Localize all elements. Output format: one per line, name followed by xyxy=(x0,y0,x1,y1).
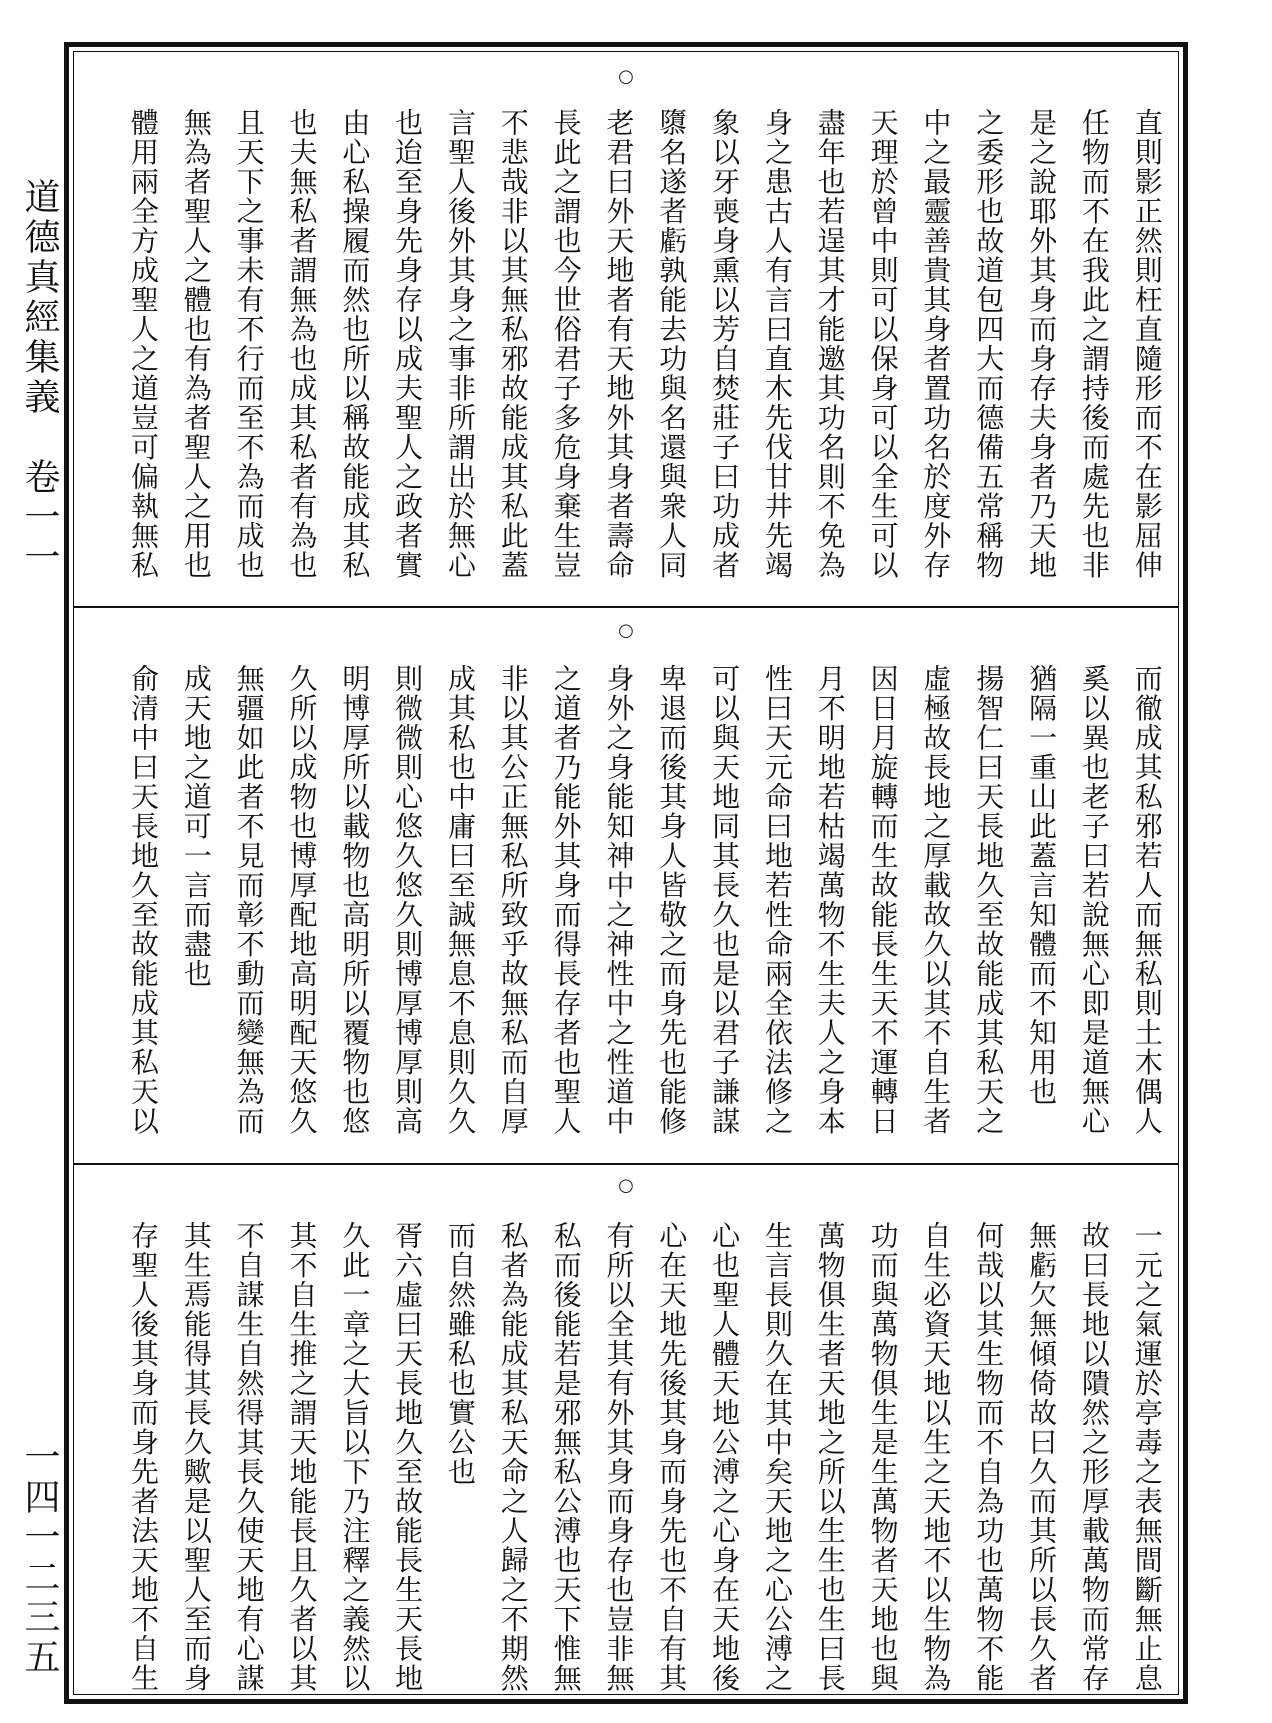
text-column: 明博厚所以載物也高明所以覆物也悠 xyxy=(338,664,372,1136)
text-columns xyxy=(122,1221,1168,1696)
section-marker: ○ xyxy=(618,66,634,87)
text-column: 久此一章之大旨以下乃注釋之義然以 xyxy=(338,1221,372,1693)
text-column: 心在天地先後其身而身先也不自有其 xyxy=(655,1221,689,1693)
section-marker: ○ xyxy=(618,620,634,641)
text-column: 有所以全其有外其身而身存也豈非無 xyxy=(602,1221,636,1693)
text-column: 之委形也故道包四大而德備五常稱物 xyxy=(972,108,1006,580)
text-column: 象以牙喪身熏以芳自焚莊子曰功成者 xyxy=(708,108,742,580)
text-columns xyxy=(122,664,1168,1153)
text-column: 成天地之道可一言而盡也 xyxy=(179,664,213,989)
text-column: 故曰長地以隤然之形厚載萬物而常存 xyxy=(1077,1221,1111,1693)
text-column: 而徹成其私邪若人而無私則土木偶人 xyxy=(1130,664,1164,1136)
page-frame-inner xyxy=(73,51,1179,1695)
text-column: 私者為能成其私天命之人歸之不期然 xyxy=(496,1221,530,1693)
text-column: 不自謀生自然得其長久使天地有心謀 xyxy=(232,1221,266,1693)
text-column: 性曰天元命曰地若性命兩全依法修之 xyxy=(760,664,794,1136)
text-column: 而自然雖私也實公也 xyxy=(443,1221,477,1487)
text-column: 老君曰外天地者有天地外其身者壽命 xyxy=(602,108,636,580)
text-column: 其生焉能得其長久歟是以聖人至而身 xyxy=(179,1221,213,1693)
register-bottom xyxy=(74,1163,1178,1708)
text-column: 可以與天地同其長久也是以君子謙謀 xyxy=(708,664,742,1136)
page-frame xyxy=(64,42,1188,1704)
text-column: 體用兩全方成聖人之道豈可偏執無私 xyxy=(127,108,160,580)
text-column: 是之說耶外其身而身存夫身者乃天地 xyxy=(1025,108,1059,580)
text-column: 身外之身能知神中之神性中之性道中 xyxy=(602,664,636,1136)
section-marker: ○ xyxy=(618,1175,634,1196)
text-column: 隳名遂者虧孰能去功與名還與衆人同 xyxy=(655,108,689,580)
text-column: 何哉以其生物而不自為功也萬物不能 xyxy=(972,1221,1006,1693)
text-column: 猶隔一重山此蓋言知體而不知用也 xyxy=(1025,664,1059,1107)
text-columns xyxy=(122,108,1168,594)
text-column: 自生必資天地以生之天地不以生物為 xyxy=(919,1221,953,1693)
text-column: 因日月旋轉而生故能長生天不運轉日 xyxy=(866,664,900,1136)
text-column: 不悲哉非以其無私邪故能成其私此蓋 xyxy=(496,108,530,580)
text-column: 虛極故長地之厚載故久以其不自生者 xyxy=(919,664,953,1136)
text-column: 無為者聖人之體也有為者聖人之用也 xyxy=(179,108,213,580)
register-top xyxy=(74,52,1178,606)
text-column: 無虧欠無傾倚故曰久而其所以長久者 xyxy=(1025,1221,1059,1693)
text-column: 奚以異也老子曰若說無心即是道無心 xyxy=(1077,664,1111,1136)
text-column: 則微微則心悠久悠久則博厚博厚則高 xyxy=(391,664,425,1136)
text-column: 也夫無私者謂無為也成其私者有為也 xyxy=(285,108,319,580)
text-column: 也迨至身先身存以成夫聖人之政者實 xyxy=(391,108,425,580)
text-column: 久所以成物也博厚配地高明配天悠久 xyxy=(285,664,319,1136)
text-column: 非以其公正無私所致乎故無私而自厚 xyxy=(496,664,530,1136)
text-column: 卑退而後其身人皆敬之而身先也能修 xyxy=(655,664,689,1136)
text-column: 之道者乃能外其身而得長存者也聖人 xyxy=(549,664,583,1136)
text-column: 存聖人後其身而身先者法天地不自生 xyxy=(127,1221,160,1693)
text-column: 生言長則久在其中矣天地之心公溥之 xyxy=(760,1221,794,1693)
text-column: 成其私也中庸曰至誠無息不息則久久 xyxy=(443,664,477,1136)
text-column: 一元之氣運於亭毒之表無間斷無止息 xyxy=(1130,1221,1164,1693)
text-column: 功而與萬物俱生是生萬物者天地也與 xyxy=(866,1221,900,1693)
page-number-margin: 一四一二三五 xyxy=(19,1438,60,1678)
text-column: 揚智仁曰天長地久至故能成其私天之 xyxy=(972,664,1006,1136)
text-column: 中之最靈善貴其身者置功名於度外存 xyxy=(919,108,953,580)
text-column: 月不明地若枯竭萬物不生夫人之身本 xyxy=(813,664,847,1136)
text-column: 心也聖人體天地公溥之心身在天地後 xyxy=(708,1221,742,1693)
text-column: 俞清中曰天長地久至故能成其私天以 xyxy=(127,664,160,1136)
book-title-margin: 道德真經集義 卷一一 xyxy=(19,178,60,578)
text-column: 任物而不在我此之謂持後而處先也非 xyxy=(1077,108,1111,580)
text-column: 身之患古人有言曰直木先伐甘井先竭 xyxy=(760,108,794,580)
text-column: 萬物俱生者天地之所以生生也生曰長 xyxy=(813,1221,847,1693)
text-column: 由心私操履而然也所以稱故能成其私 xyxy=(338,108,372,580)
text-column: 長此之謂也今世俗君子多危身棄生豈 xyxy=(549,108,583,580)
register-middle xyxy=(74,606,1178,1165)
text-column: 言聖人後外其身之事非所謂出於無心 xyxy=(443,108,477,580)
text-column: 直則影正然則枉直隨形而不在影屈伸 xyxy=(1130,108,1164,580)
text-column: 其不自生推之謂天地能長且久者以其 xyxy=(285,1221,319,1693)
text-column: 盡年也若逞其才能邀其功名則不免為 xyxy=(813,108,847,580)
text-column: 且天下之事未有不行而至不為而成也 xyxy=(232,108,266,580)
text-column: 天理於曾中則可以保身可以全生可以 xyxy=(866,108,900,580)
text-column: 胥六虛曰天長地久至故能長生天長地 xyxy=(391,1221,425,1693)
text-column: 私而後能若是邪無私公溥也天下惟無 xyxy=(549,1221,583,1693)
text-column: 無疆如此者不見而彰不動而變無為而 xyxy=(232,664,266,1136)
